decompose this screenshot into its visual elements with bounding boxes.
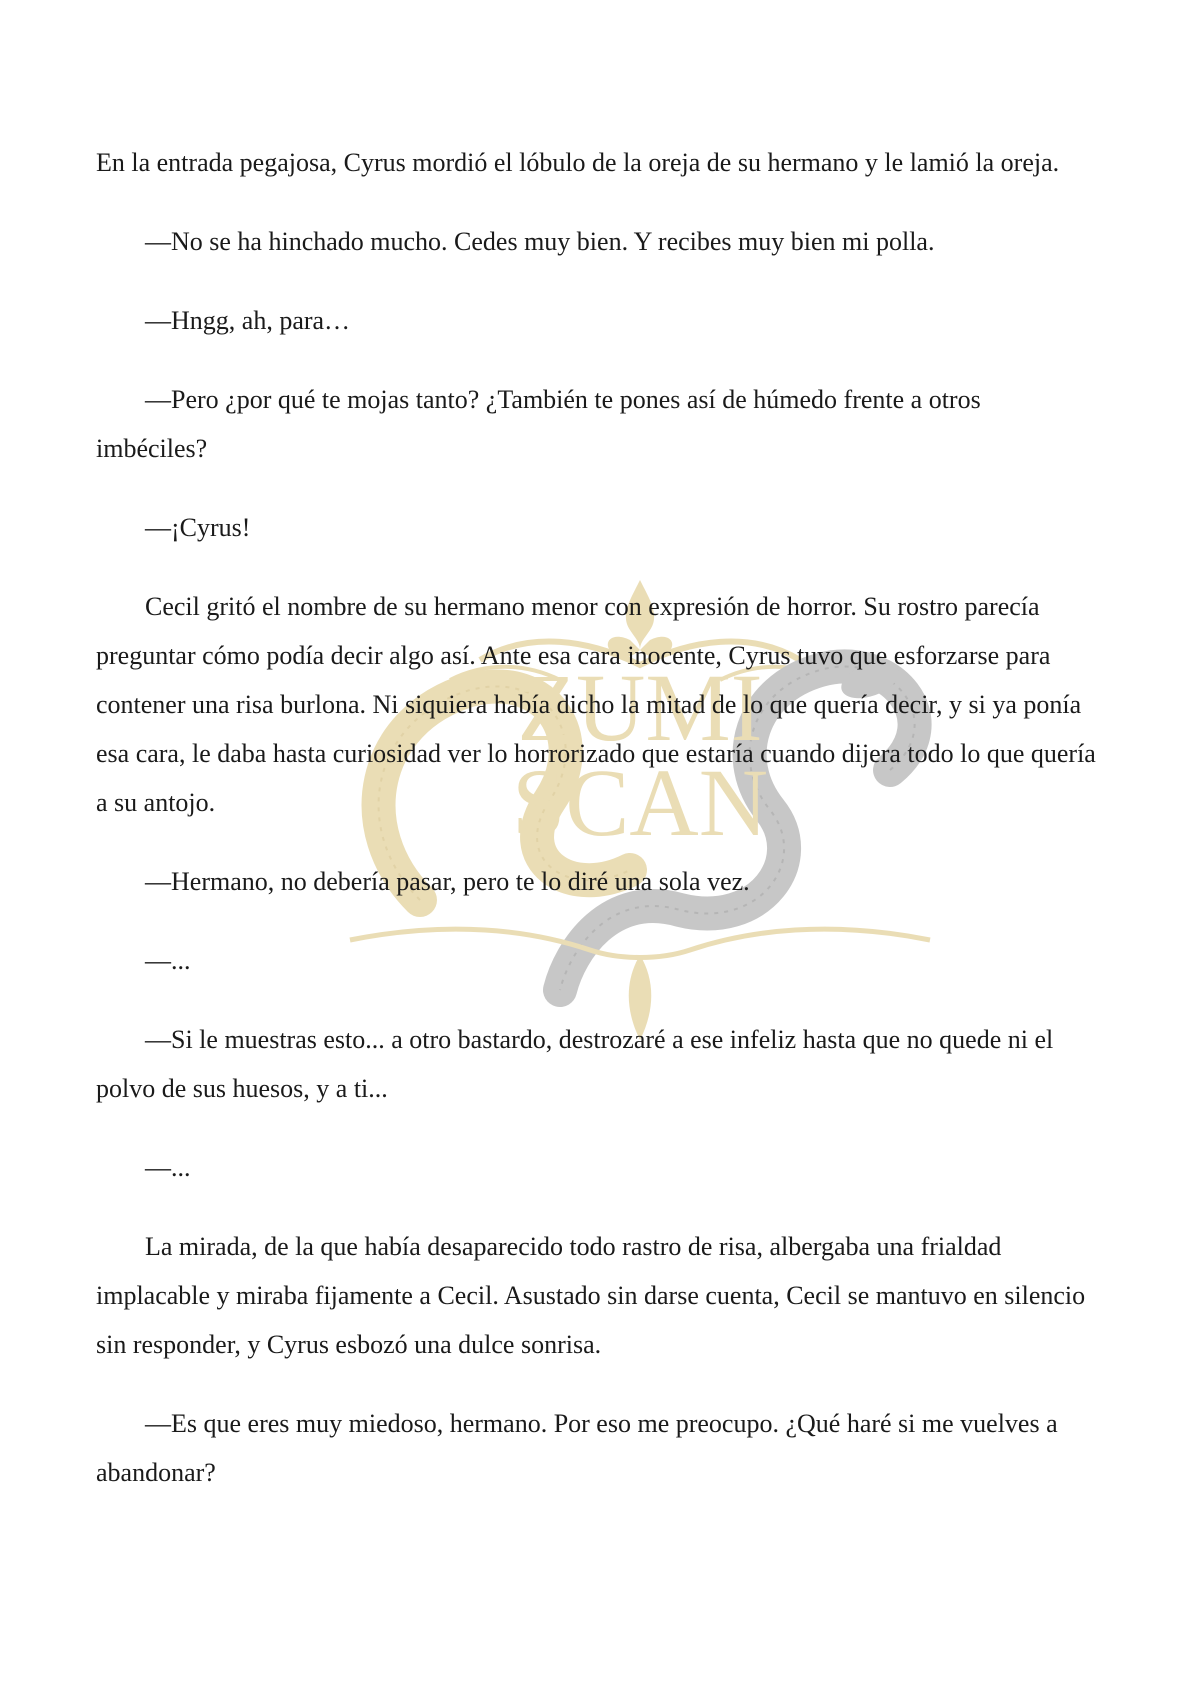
- paragraph: —Pero ¿por qué te mojas tanto? ¿También te pones así de húmedo frente a otros imbéciles?: [96, 385, 981, 463]
- paragraph: —¡Cyrus!: [145, 513, 251, 542]
- paragraph: —Si le muestras esto... a otro bastardo, destrozaré a ese infeliz hasta que no quede ni el polvo de sus huesos, y a ti...: [96, 1025, 1054, 1103]
- paragraph: —Hermano, no debería pasar, pero te lo diré una sola vez.: [145, 867, 750, 896]
- watermark-text-zumi: ZUMI: [517, 654, 763, 761]
- paragraph: En la entrada pegajosa, Cyrus mordió el lóbulo de la oreja de su hermano y le lamió la oreja.: [96, 148, 1060, 177]
- paragraph: La mirada, de la que había desaparecido todo rastro de risa, albergaba una frialdad implacable y miraba fijamente a Cecil. Asustado sin darse cuenta, Cecil se mantuvo en silencio sin responder, y Cyrus esbozó una dulce sonrisa.: [96, 1232, 1086, 1359]
- watermark-text-scan: SCAN: [511, 749, 769, 856]
- paragraph: —Hngg, ah, para…: [145, 306, 351, 335]
- paragraph: —...: [145, 1153, 191, 1182]
- paragraph: —No se ha hinchado mucho. Cedes muy bien. Y recibes muy bien mi polla.: [145, 227, 935, 256]
- paragraph: —...: [145, 946, 191, 975]
- paragraph: Cecil gritó el nombre de su hermano menor con expresión de horror. Su rostro parecía preguntar cómo podía decir algo así. Ante esa cara inocente, Cyrus tuvo que esforzarse para contener una risa burlona. Ni siquiera había dicho la mitad de lo que quería decir, y si ya ponía esa cara, le daba hasta curiosidad ver lo horrorizado que estaría cuando dijera todo lo que quería a su antojo.: [96, 592, 1096, 817]
- paragraph: —Es que eres muy miedoso, hermano. Por eso me preocupo. ¿Qué haré si me vuelves a abandonar?: [96, 1409, 1058, 1487]
- body-text: [96, 138, 1096, 1527]
